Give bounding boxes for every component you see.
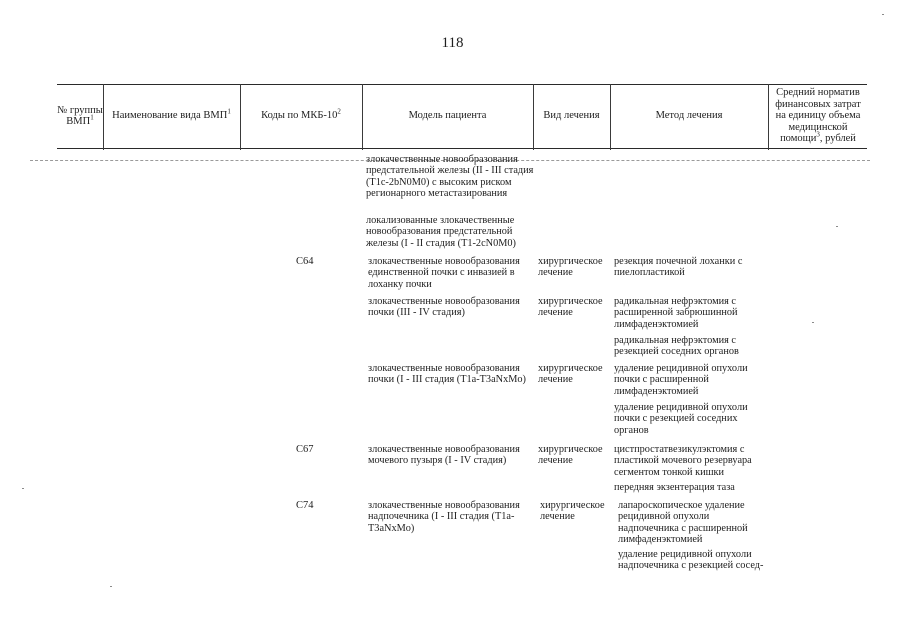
header-bottom-rule xyxy=(57,148,867,149)
page-number: 118 xyxy=(441,35,464,51)
footnote-mark: 1 xyxy=(90,113,94,122)
header-group-number xyxy=(57,84,103,148)
scan-speck xyxy=(836,226,838,227)
treatment-method-cell: радикальная нефрэктомия с резекцией соседних органов xyxy=(614,335,739,358)
treatment-type-cell: хирургическое лечение xyxy=(538,444,603,467)
patient-model-cell: злокачественные новообразования надпочечника (I - III стадия (T1a-T3aNxMo) xyxy=(368,500,520,534)
treatment-method-cell: удаление рецидивной опухоли почки с расширенной лимфаденэктомией xyxy=(614,363,748,397)
patient-model-cell: локализованные злокачественные новообразования предстательной железы (I - II стадия (T1-2cN0M0) xyxy=(366,215,516,249)
header-icd-codes xyxy=(240,84,362,148)
header-treatment-type: Вид лечения xyxy=(543,110,600,122)
treatment-method-cell: радикальная нефрэктомия с расширенной забрюшинной лимфаденэктомией xyxy=(614,296,738,330)
header-cost-norm-tail: , рублей xyxy=(819,133,856,145)
patient-model-cell: злокачественные новообразования предстательной железы (II - III стадия (T1c-2bN0M0) с высоким риском регионарного метастазирования xyxy=(366,154,534,200)
scan-speck xyxy=(110,586,112,587)
column-separator xyxy=(768,84,769,150)
treatment-method-cell: удаление рецидивной опухоли надпочечника с резекцией сосед- xyxy=(618,549,764,572)
header-icd-codes-text: Коды по МКБ-10 xyxy=(261,110,338,122)
icd-code-cell: C74 xyxy=(296,500,314,511)
scan-speck xyxy=(812,322,814,323)
header-group-number-text: № группы ВМП xyxy=(57,104,103,127)
icd-code-cell: C67 xyxy=(296,444,314,455)
scan-speck xyxy=(22,488,24,489)
patient-model-cell: злокачественные новообразования почки (I - III стадия (T1a-T3aNxMo) xyxy=(368,363,526,386)
header-vmp-name xyxy=(103,84,240,148)
patient-model-cell: злокачественные новообразования мочевого пузыря (I - IV стадия) xyxy=(368,444,520,467)
treatment-method-cell: передняя экзентерация таза xyxy=(614,482,735,493)
treatment-type-cell: хирургическое лечение xyxy=(540,500,605,523)
header-patient-model: Модель пациента xyxy=(408,110,487,122)
treatment-method-cell: резекция почечной лоханки с пиелопластикой xyxy=(614,256,743,279)
footnote-mark: 2 xyxy=(337,107,341,116)
header-vmp-name-text: Наименование вида ВМП xyxy=(112,110,228,122)
treatment-method-cell: удаление рецидивной опухоли почки с резекцией соседних органов xyxy=(614,402,748,436)
footnote-mark: 1 xyxy=(227,107,231,116)
footnote-mark: 3 xyxy=(816,130,820,139)
patient-model-cell: злокачественные новообразования единственной почки с инвазией в лоханку почки xyxy=(368,256,520,290)
treatment-method-cell: цистпростатвезикулэктомия с пластикой мочевого резервуара сегментом тонкой кишки xyxy=(614,444,752,478)
treatment-type-cell: хирургическое лечение xyxy=(538,256,603,279)
patient-model-cell: злокачественные новообразования почки (III - IV стадия) xyxy=(368,296,520,319)
header-treatment-method: Метод лечения xyxy=(655,110,723,122)
treatment-type-cell: хирургическое лечение xyxy=(538,296,603,319)
treatment-type-cell: хирургическое лечение xyxy=(538,363,603,386)
icd-code-cell: C64 xyxy=(296,256,314,267)
treatment-method-cell: лапароскопическое удаление рецидивной опухоли надпочечника с расширенной лимфаденэктомией xyxy=(618,500,748,546)
header-cost-norm-text: Средний норматив финансовых затрат на единицу объема медицинской помощи xyxy=(775,87,861,145)
header-cost-norm xyxy=(770,84,866,148)
scan-speck xyxy=(882,14,884,15)
